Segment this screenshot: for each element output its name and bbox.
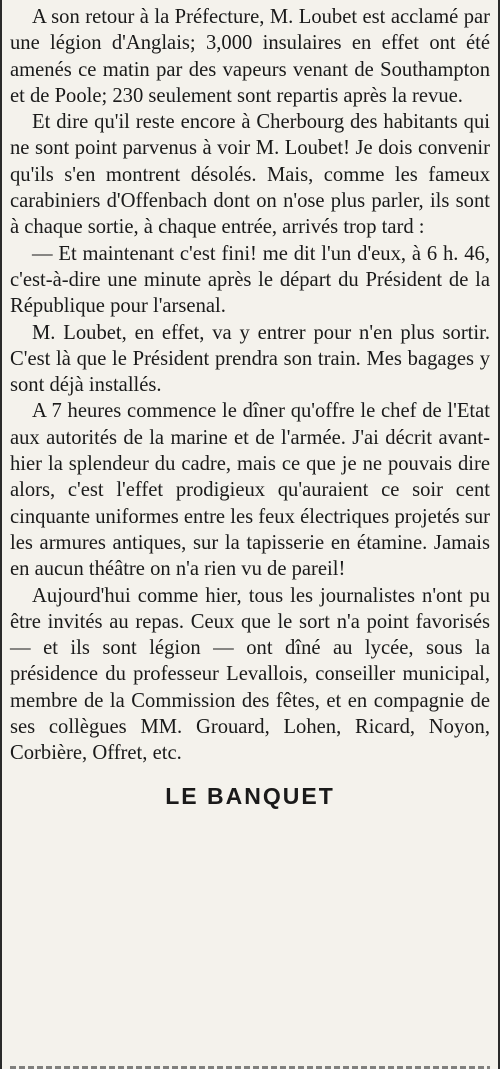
clipped-bottom-line [10, 1063, 490, 1069]
article-paragraph-5: A 7 heures commence le dîner qu'offre le chef de l'Etat aux autorités de la marine et de l'armée. J'ai décrit avant-hier la splendeur du cadre, mais ce que je ne pouvais dire alors, c'est l'effet prodigieux qu'auraient ce soir cent cinquante uniformes entre les feux électriques projetés sur les armures antiques, sur la tapisserie en étamine. Jamais en aucun théâtre on n'a rien vu de pareil! [10, 400, 490, 581]
article-paragraph-4: M. Loubet, en effet, va y entrer pour n'en plus sortir. C'est là que le Président prendra son train. Mes bagages y sont déjà installés. [10, 321, 490, 397]
section-heading: LE BANQUET [165, 782, 335, 809]
article-paragraph-6: Aujourd'hui comme hier, tous les journalistes n'ont pu être invités au repas. Ceux que le sort n'a point favorisés — et ils sont légion — ont dîné au lycée, sous la présidence du professeur Levallois, conseiller municipal, membre de la Commission des fêtes, et en compagnie de ses collègues MM. Grouard, Lohen, Ricard, Noyon, Corbière, Offret, etc. [10, 584, 490, 765]
article-paragraph-2: Et dire qu'il reste encore à Cherbourg des habitants qui ne sont point parvenus à voir M. Loubet! Je dois convenir qu'ils s'en montrent désolés. Mais, comme les fameux carabiniers d'Offenbach dont on n'ose plus parler, ils sont à chaque sortie, à chaque entrée, arrivés trop tard : [10, 111, 490, 239]
article-paragraph-1: A son retour à la Préfecture, M. Loubet est acclamé par une légion d'Anglais; 3,000 insulaires en effet ont été amenés ce matin par des vapeurs venant de Southampton et de Poole; 230 seulement sont repartis après la revue. [10, 6, 490, 107]
section-heading-wrap [10, 783, 490, 810]
clipped-top-line [10, 0, 490, 2]
article-paragraph-3: — Et maintenant c'est fini! me dit l'un d'eux, à 6 h. 46, c'est-à-dire une minute après le départ du Président de la République pour l'arsenal. [10, 242, 490, 318]
article-column [10, 0, 490, 810]
